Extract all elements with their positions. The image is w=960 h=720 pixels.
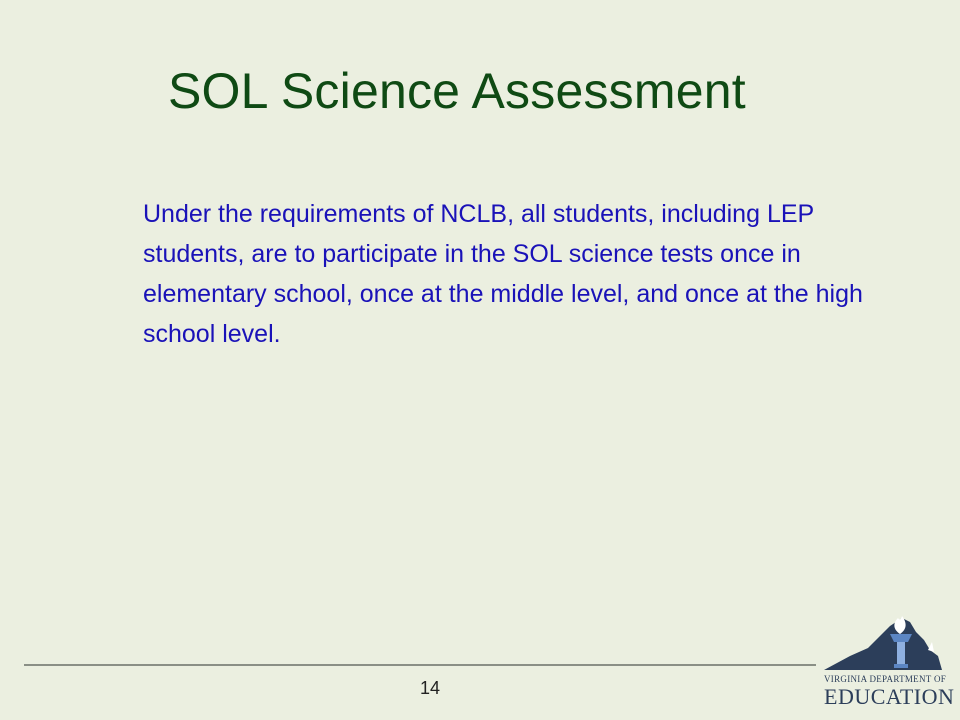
footer-divider (24, 664, 816, 666)
virginia-state-torch-logo-icon (820, 612, 946, 674)
logo-text-education: EDUCATION (824, 684, 955, 709)
slide-body-text: Under the requirements of NCLB, all students, including LEP students, are to participate in the SOL science tests once in elementary school, once at the middle level, and once at the high school level. (143, 200, 863, 348)
page-number: 14 (419, 678, 441, 698)
logo-text-department: VIRGINIA DEPARTMENT OF (824, 674, 947, 684)
virginia-doe-logo (820, 612, 955, 712)
slide-title: SOL Science Assessment (168, 63, 746, 119)
